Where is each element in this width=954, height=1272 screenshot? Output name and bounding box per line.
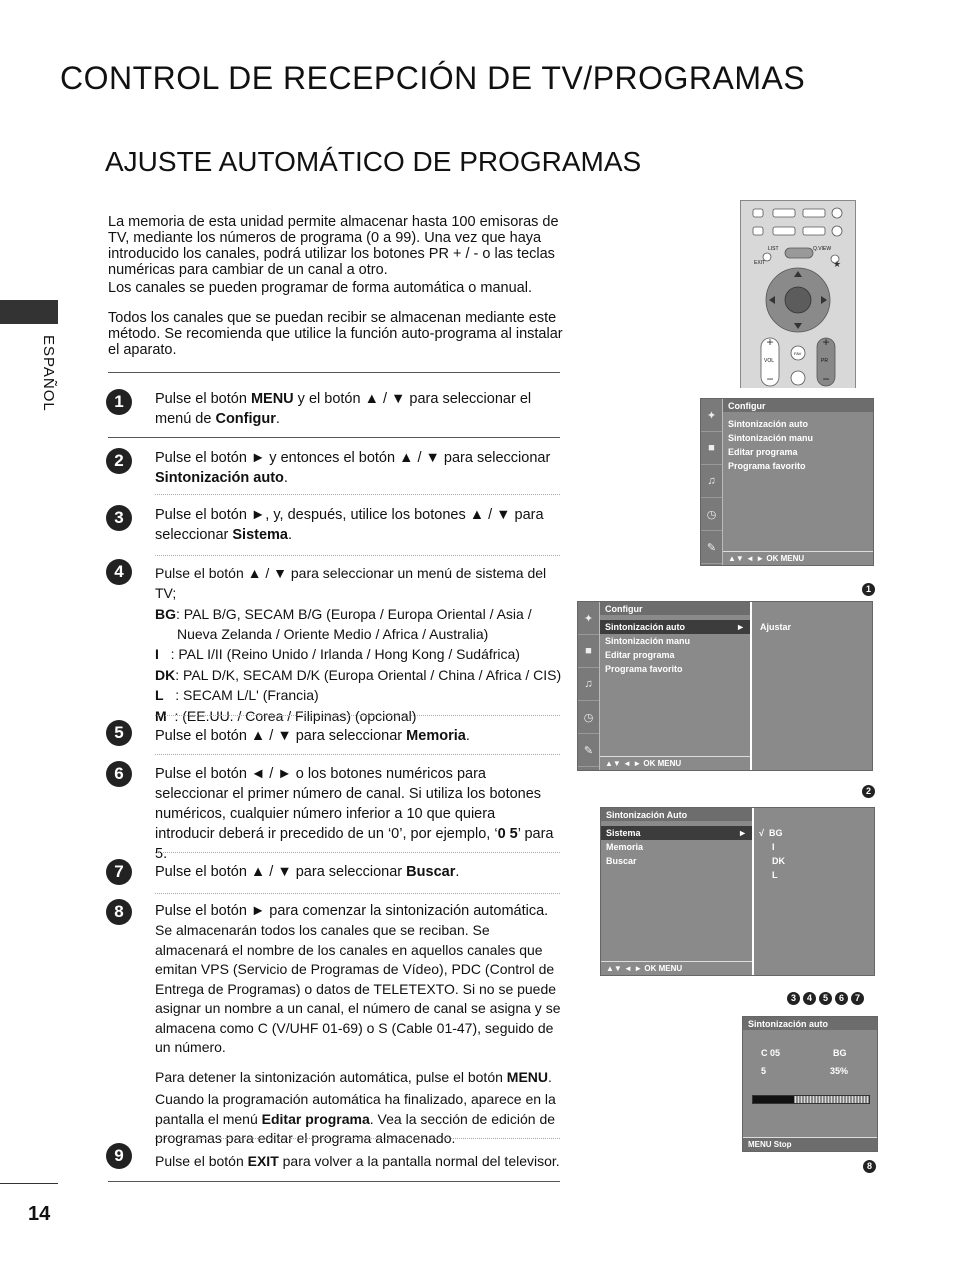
svg-text:+: +: [822, 335, 830, 349]
system-option[interactable]: I: [772, 842, 775, 852]
svg-text:★: ★: [832, 259, 842, 269]
divider: [155, 555, 560, 556]
picture-icon: ■: [578, 635, 599, 668]
qview-label: Q.VIEW: [813, 246, 832, 252]
submenu-panel: [752, 602, 872, 770]
step-2-text: Pulse el botón ► y entonces el botón ▲ / ▼ para seleccionar Sintonización auto.: [155, 450, 551, 486]
intro-paragraph: La memoria de esta unidad permite almacenar hasta 100 emisoras de TV, mediante los números de programa (0 a 99). Una vez que haya introducido los canales, podrá utilizar los botones PR + / - o las teclas numéricas para cambiar de un canal a otro.: [108, 214, 559, 278]
divider: [155, 893, 560, 894]
menu-footer: ▲▼ ◄ ► OK MENU: [601, 961, 752, 975]
menu-footer: MENU Stop: [743, 1137, 877, 1151]
percent-value: 35%: [830, 1066, 849, 1076]
menu-title: Sintonización auto: [743, 1017, 877, 1030]
sound-icon: ♫: [578, 668, 599, 701]
step-number: 6: [106, 761, 132, 787]
step-6-text: Pulse el botón ◄ / ► o los botones numéricos para seleccionar el primer número de canal. Si utiliza los botones numéricos, cualquier número inferior a 10 que quiera introducir deberá ir precedido de un ‘0’, por ejemplo, ‘0 5’ para 5.: [155, 766, 554, 862]
progress-fill: [753, 1096, 794, 1103]
arrow-right-icon: ►: [736, 622, 745, 632]
menu-item-selected[interactable]: Sistema ►: [601, 826, 752, 840]
step-number: 3: [106, 505, 132, 531]
step-7-text: Pulse el botón ▲ / ▼ para seleccionar Buscar.: [155, 864, 460, 880]
step-number: 4: [106, 559, 132, 585]
step-number: 9: [106, 1143, 132, 1169]
screen-configur-menu: [700, 398, 874, 566]
menu-footer: ▲▼ ◄ ► OK MENU: [723, 551, 873, 565]
remote-control-illustration: [740, 200, 856, 388]
divider: [155, 715, 560, 716]
system-value: BG: [833, 1048, 847, 1058]
exit-label: EXIT: [754, 260, 766, 266]
page-number: 14: [28, 1203, 51, 1225]
step-4-text: Pulse el botón ▲ / ▼ para seleccionar un menú de sistema del TV; BG: PAL B/G, SECAM B/G (Europa / Europa Oriental / Asia / Nueva Zelanda / Oriente Medio / Africa / Australia) I : PAL I/II (Reino Unido / Irlanda / Hong Kong / Sudáfrica) DK: PAL D/K, SECAM D/K (Europa Oriental / China / Africa / CIS) L : SECAM L/L' (Francia) M : (EE.UU. / Corea / Filipinas) (opcional): [155, 565, 562, 724]
arrow-right-icon: ►: [738, 828, 747, 838]
language-tab-bar: [0, 300, 58, 324]
menu-item-selected[interactable]: Sintonización auto ►: [600, 620, 750, 634]
chapter-title: CONTROL DE RECEPCIÓN DE TV/PROGRAMAS: [60, 60, 806, 96]
option-icon: ✎: [701, 531, 722, 564]
screen-labels: 3 4 5 6 7: [784, 988, 864, 1006]
list-label: LIST: [768, 246, 779, 252]
menu-item[interactable]: Programa favorito: [605, 664, 683, 674]
step-number: 5: [106, 720, 132, 746]
channel-value: C 05: [761, 1048, 781, 1058]
divider: [108, 437, 560, 438]
footer-rule: [0, 1183, 58, 1184]
system-option[interactable]: √ BG: [759, 828, 783, 838]
screen-label: 8: [860, 1156, 876, 1174]
step-5-text: Pulse el botón ▲ / ▼ para seleccionar Memoria.: [155, 728, 470, 744]
menu-item[interactable]: Editar programa: [605, 650, 675, 660]
time-icon: ◷: [578, 701, 599, 734]
remote-control-icon: [741, 201, 857, 389]
screen-label: 1: [859, 579, 875, 597]
divider: [155, 1138, 560, 1139]
svg-text:−: −: [822, 372, 830, 386]
option-icon: ✎: [578, 734, 599, 767]
configur-menu: [600, 602, 750, 770]
menu-item[interactable]: Buscar: [606, 856, 637, 866]
intro-paragraph: Todos los canales que se puedan recibir se almacenan mediante este método. Se recomienda que utilice la función auto-programa al instalar el aparato.: [108, 310, 563, 358]
step-number: 2: [106, 448, 132, 474]
divider: [155, 494, 560, 495]
pr-label: PR: [821, 358, 828, 364]
menu-item[interactable]: Sintonización manu: [728, 433, 814, 443]
screen-label: 2: [859, 781, 875, 799]
system-options-panel: [754, 808, 874, 975]
step-number: 7: [106, 859, 132, 885]
memory-value: 5: [761, 1066, 767, 1076]
menu-item[interactable]: Programa favorito: [728, 461, 806, 471]
screen-auto-tuning-progress: [742, 1016, 878, 1152]
language-tab: ESPAÑOL: [40, 335, 57, 412]
progress-bar: [752, 1095, 870, 1104]
intro-paragraph: Los canales se pueden programar de forma automática o manual.: [108, 280, 532, 296]
menu-item[interactable]: Editar programa: [728, 447, 798, 457]
menu-item[interactable]: Memoria: [606, 842, 644, 852]
step-3-text: Pulse el botón ►, y, después, utilice los botones ▲ / ▼ para seleccionar Sistema.: [155, 507, 544, 543]
step-number: 1: [106, 389, 132, 415]
divider: [155, 852, 560, 853]
menu-item[interactable]: Sintonización manu: [605, 636, 691, 646]
divider: [108, 372, 560, 373]
submenu-item[interactable]: Ajustar: [760, 622, 792, 632]
screen-sintonizacion-submenu: [577, 601, 873, 771]
picture-icon: ■: [701, 432, 722, 465]
system-option[interactable]: DK: [772, 856, 785, 866]
menu-title: Configur: [723, 399, 873, 412]
divider: [155, 754, 560, 755]
check-icon: √: [759, 828, 764, 838]
svg-text:+: +: [766, 335, 774, 349]
antenna-icon: ✦: [701, 399, 722, 432]
step-1-text: Pulse el botón MENU y el botón ▲ / ▼ para seleccionar el menú de Configur.: [155, 391, 532, 427]
configur-menu: [723, 399, 873, 565]
time-icon: ◷: [701, 498, 722, 531]
step-8-text: Pulse el botón ► para comenzar la sintonización automática. Se almacenarán todos los canales que se reciban. Se almacenará el nombre de los canales en aquellos canales que emitan VPS (Servicio de Programas de Vídeo), PDC (Control de Entrega de Programas) o datos de TELETEXTO. Si no se puede asignar un nombre a un canal, el número de canal se asigna y se almacena como C (V/UHF 01-69) o S (Cable 01-47), seguido de un número. Para detener la sintonización automática, pulse el botón MENU. Cuando la programación automática ha finalizado, aparece en la pantalla el menú Editar programa. Vea la sección de edición de programas para editar el programa almacenado.: [155, 903, 561, 1146]
section-title: AJUSTE AUTOMÁTICO DE PROGRAMAS: [105, 146, 642, 177]
vol-label: VOL: [764, 358, 775, 364]
divider: [108, 1181, 560, 1182]
menu-footer: ▲▼ ◄ ► OK MENU: [600, 756, 750, 770]
menu-item[interactable]: Sintonización auto: [728, 419, 808, 429]
intro-text: [108, 214, 570, 358]
svg-text:−: −: [766, 372, 774, 386]
system-option[interactable]: L: [772, 870, 778, 880]
menu-icon-column: [701, 399, 723, 565]
step-number: 8: [106, 899, 132, 925]
sound-icon: ♫: [701, 465, 722, 498]
menu-icon-column: [578, 602, 600, 770]
menu-title: Configur: [600, 602, 750, 615]
antenna-icon: ✦: [578, 602, 599, 635]
fav-label: FAV: [794, 351, 802, 356]
step-9-text: Pulse el botón EXIT para volver a la pantalla normal del televisor.: [155, 1153, 560, 1169]
sintonizacion-auto-menu: [601, 808, 752, 975]
menu-title: Sintonización Auto: [601, 808, 752, 821]
screen-sistema-select: [600, 807, 875, 976]
